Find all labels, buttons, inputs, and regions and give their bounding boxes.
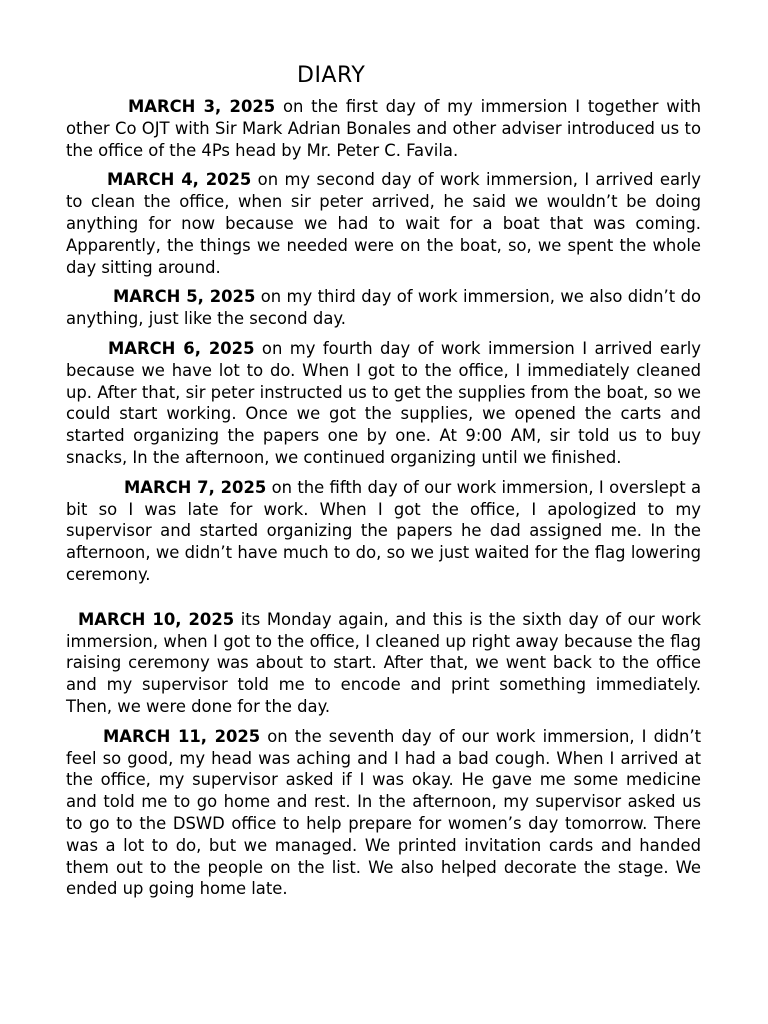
diary-entry	[66, 286, 701, 330]
diary-entry	[66, 609, 701, 718]
entry-text: its Monday again, and this is the sixth day of our work immersion, when I got to the office, I cleaned up right away because the flag raising ceremony was about to start. After that, we went back to the office and my supervisor told me to encode and print something immediately. Then, we were done for the day.	[66, 609, 701, 716]
entry-text: on my third day of work immersion, we also didn’t do anything, just like the second day.	[66, 287, 701, 329]
diary-title: DIARY	[297, 63, 366, 88]
entry-text: on the fifth day of our work immersion, I overslept a bit so I was late for work. When I got the office, I apologized to my supervisor and started organizing the papers he dad assigned me. In the afternoon, we didn’t have much to do, so we just waited for the flag lowering ceremony.	[66, 477, 702, 584]
entry-date: MARCH 11, 2025	[103, 726, 261, 746]
entry-text: on my second day of work immersion, I arrived early to clean the office, when sir peter arrived, he said we wouldn’t be doing anything for now because we had to wait for a boat that was coming. Apparently, the things we needed were on the boat, so, we spent the whole day sitting around.	[66, 170, 701, 277]
entry-date: MARCH 4, 2025	[107, 170, 252, 190]
diary-entry	[66, 338, 701, 469]
entry-text: on my fourth day of work immersion I arrived early because we have lot to do. When I got to the office, I immediately cleaned up. After that, sir peter instructed us to get the supplies from the boat, so we could start working. Once we got the supplies, we opened the carts and started organizing the papers one by one. At 9:00 AM, sir told us to buy snacks, In the afternoon, we continued organizing until we finished.	[66, 338, 701, 467]
diary-entry	[66, 726, 701, 900]
entry-date: MARCH 5, 2025	[113, 287, 256, 307]
entry-date: MARCH 7, 2025	[124, 477, 267, 497]
entry-text: on the seventh day of our work immersion, I didn’t feel so good, my head was aching and I had a bad cough. When I arrived at the office, my supervisor asked if I was okay. He gave me some medicine and told me to go home and rest. In the afternoon, my supervisor asked us to go to the DSWD office to help prepare for women’s day tomorrow. There was a lot to do, but we managed. We printed invitation cards and handed them out to the people on the list. We also helped decorate the stage. We ended up going home late.	[66, 726, 701, 899]
diary-entry	[66, 477, 701, 586]
entry-date: MARCH 10, 2025	[78, 609, 235, 629]
diary-page	[66, 60, 701, 908]
entry-text: on the first day of my immersion I together with other Co OJT with Sir Mark Adrian Bonales and other adviser introduced us to the office of the 4Ps head by Mr. Peter C. Favila.	[66, 97, 701, 160]
diary-entry	[66, 96, 701, 161]
diary-entry	[66, 169, 701, 278]
entry-date: MARCH 6, 2025	[108, 338, 255, 358]
entry-date: MARCH 3, 2025	[128, 97, 276, 116]
